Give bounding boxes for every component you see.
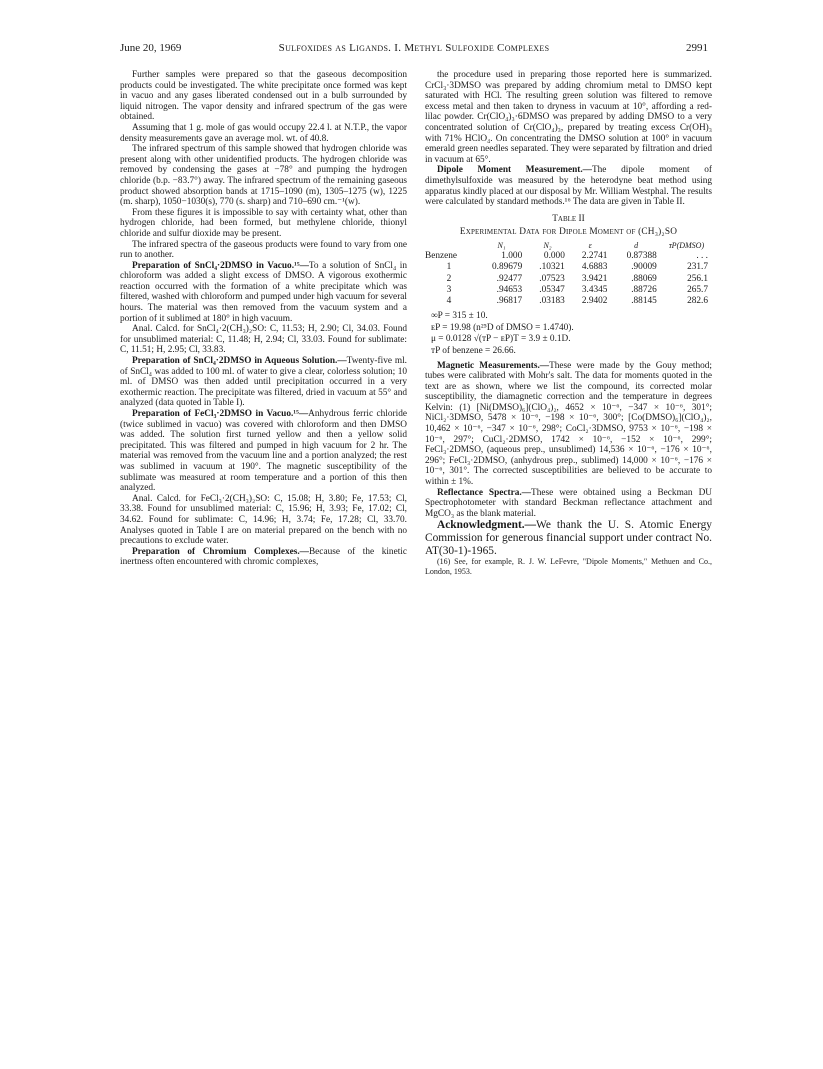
table-cell: .90009 bbox=[631, 262, 657, 273]
table-cell: 231.7 bbox=[687, 262, 708, 273]
left-column bbox=[120, 70, 407, 568]
table-cell: . . . bbox=[696, 251, 708, 262]
table-cell: .94653 bbox=[496, 284, 523, 295]
paragraph: The infrared spectra of the gaseous products were found to vary from one run to another. bbox=[120, 239, 407, 261]
paragraph-body: To a solution of SnCl₄ in chloroform was added a slight excess of DMSO. A vigorous exothermic reaction occurred with the formation of a white precipitate which was filtered, washed with chloroform and pumped under high vacuum for several hours. The material was then removed from the vacuum system and a portion of it sublimed at 180° in high vacuum. bbox=[120, 260, 407, 324]
table-cell: .88069 bbox=[631, 273, 657, 284]
paragraph bbox=[120, 409, 407, 494]
paragraph-body: These were made by the Gouy method; tubes were calibrated with Mohr's salt. The data for moments quoted in the text are as shown, where we list the compound, its corrected molar susceptibility, the diamagnetic correction and the temperature in degrees Kelvin: (1) [Ni(DMSO)₆](ClO₄)₂, 4652 × 10⁻⁶, −347 × 10⁻⁶, 301°; NiCl₂·3DMSO, 5478 × 10⁻⁶, −198 × 10⁻⁶, 300°; [Co(DMSO)₆](ClO₄)₂, 10,462 × 10⁻⁶, −347 × 10⁻⁶, 298°; CoCl₂·3DMSO, 9753 × 10⁻⁶, −198 × 10⁻⁶, 297°; CuCl₂·2DMSO, 1742 × 10⁻⁶, −152 × 10⁻⁶, 299°; FeCl₃·2DMSO, (aqueous prep., unsublimed) 14,536 × 10⁻⁶, −176 × 10⁻⁶, 296°; FeCl₃·2DMSO, (anhydrous prep., sublimed) 14,000 × 10⁻⁶, −176 × 10⁻⁶, 301°. The corrected susceptibilities are believed to be accurate to within ± 1%. bbox=[425, 360, 712, 488]
table-row bbox=[425, 251, 712, 262]
paragraph bbox=[120, 356, 407, 409]
table-header: ε bbox=[588, 240, 592, 250]
table-cell: Benzene bbox=[425, 251, 458, 262]
paragraph bbox=[425, 165, 712, 207]
equation: ᴇP = 19.98 (n²⁵D of DMSO = 1.4740). bbox=[431, 322, 574, 333]
table-cell: 2.9402 bbox=[581, 295, 608, 306]
table-cell: .88726 bbox=[631, 284, 657, 295]
paragraph bbox=[120, 547, 407, 568]
paragraph: The infrared spectrum of this sample showed that hydrogen chloride was present along with other unidentified products. The hydrogen chloride was removed by condensing the gases at −78° and pumping the hydrogen chloride (b.p. −83.7°) away. The infrared spectrum of the remaining gaseous product showed absorption bands at 1715–1090 (m), 1305–1275 (w), 1225 (m. sharp), 1050−1030(s), 770 (s. sharp) and 710–690 cm.⁻¹(w). bbox=[120, 144, 407, 208]
run-in-heading: Magnetic Measurements.— bbox=[437, 360, 550, 371]
equations-block bbox=[431, 311, 712, 356]
table-title: Table II bbox=[552, 213, 585, 224]
table-cell: 0.87388 bbox=[626, 251, 657, 262]
table-cell: 1.000 bbox=[501, 251, 523, 262]
table-cell: .07523 bbox=[539, 273, 565, 284]
table-cell: .10321 bbox=[539, 262, 565, 273]
analysis-paragraph: Anal. Calcd. for FeCl₃·2(CH₃)₂SO: C, 15.08; H, 3.80; Fe, 17.53; Cl, 33.38. Found for unsublimed material: C, 15.96; H, 3.93; Fe, 17.02; Cl, 34.62. Found for sublimate: C, 14.96; H, 3.74; Fe, 17.28; Cl, 33.70. Analyses quoted in Table I are on material prepared on the bench with no precautions to exclude water. bbox=[120, 493, 407, 547]
paragraph: Assuming that 1 g. mole of gas would occupy 22.4 l. at N.T.P., the vapor density measurements gave an average mol. wt. of 40.8. bbox=[120, 122, 407, 144]
paragraph-body: Anhydrous ferric chloride (twice sublimed in vacuo) was covered with chloroform and then DMSO was added. The solution first turned yellow and then a yellow solid precipitated. This was filtered and pumped in high vacuum for 2 hr. The material was removed from the vacuum line and a portion analyzed; the rest was sublimed in vacuum at 190°. The magnetic susceptibility of the sublimate was measured at room temperature and a portion of this then analyzed. bbox=[120, 409, 407, 494]
table-row bbox=[425, 296, 712, 307]
footnote: (16) See, for example, R. J. W. LeFevre, "Dipole Moments," Methuen and Co., London, 1953. bbox=[425, 557, 712, 576]
page-header bbox=[120, 42, 708, 58]
table-header bbox=[425, 240, 477, 251]
table-header: ᴛP(DMSO) bbox=[668, 240, 705, 250]
table-cell: 0.89679 bbox=[492, 262, 523, 273]
table-cell: 4.6883 bbox=[581, 262, 608, 273]
paragraph bbox=[120, 261, 407, 325]
table-cell: 1 bbox=[446, 262, 452, 273]
header-date: June 20, 1969 bbox=[120, 42, 182, 54]
table-cell: 4 bbox=[446, 295, 452, 306]
table-cell: 3.9421 bbox=[581, 273, 608, 284]
table-caption: Experimental Data for Dipole Moment of (CH₃)₂SO bbox=[459, 227, 678, 238]
table-cell: 2.2741 bbox=[581, 251, 608, 262]
table-header: d bbox=[634, 240, 639, 250]
table-header-row bbox=[425, 240, 712, 251]
paragraph: the procedure used in preparing those reported here is summarized. CrCl₃·3DMSO was prepared by adding chromium metal to DMSO kept saturated with HCl. The resulting green solution was filtered to remove excess metal and then taken to dryness in vacuum at 10°, affording a red-lilac powder. Cr(ClO₄)₃·6DMSO was prepared by adding DMSO to a very concentrated solution of Cr(ClO₄)₃, prepared by treating excess Cr(OH)₃ with 71% HClO₄. On concentrating the DMSO solution at 100° in vacuum emerald green needles separated. They were separated by filtration and dried in vacuum at 65°. bbox=[425, 70, 712, 165]
acknowledgment bbox=[425, 519, 712, 557]
equation: μ = 0.0128 √(ᴛP − ᴇP)T = 3.9 ± 0.1D. bbox=[431, 334, 571, 345]
paragraph: Further samples were prepared so that the gaseous decomposition products could be investigated. The white precipitate once formed was kept in vacuo and any gases liberated condensed out in a bulb surrounded by liquid nitrogen. The vapor density and infrared spectrum of the gas were obtained. bbox=[120, 70, 407, 123]
run-in-heading: Preparation of Chromium Complexes.— bbox=[132, 546, 309, 557]
run-in-heading: Preparation of SnCl₄·2DMSO in Aqueous Solution.— bbox=[132, 356, 347, 367]
table-cell: 3.4345 bbox=[581, 284, 608, 295]
run-in-heading: Reflectance Spectra.— bbox=[437, 487, 532, 498]
table-header: N₁ bbox=[497, 240, 506, 250]
table-cell: 0.000 bbox=[543, 251, 565, 262]
header-running-title: Sulfoxides as Ligands. I. Methyl Sulfoxide Complexes bbox=[278, 42, 550, 54]
header-page-number: 2991 bbox=[686, 42, 708, 54]
table-cell: .03183 bbox=[539, 295, 565, 306]
equation: ∞P = 315 ± 10. bbox=[431, 311, 488, 322]
right-column bbox=[425, 70, 712, 576]
dipole-data-table bbox=[425, 240, 712, 307]
paragraph bbox=[425, 361, 712, 488]
table-cell: 2 bbox=[446, 273, 452, 284]
run-in-heading: Acknowledgment.— bbox=[437, 519, 537, 532]
run-in-heading: Preparation of FeCl₃·2DMSO in Vacuo.¹⁵— bbox=[132, 409, 309, 419]
table-row bbox=[425, 285, 712, 296]
paragraph-body: The dipole moment of dimethylsulfoxide was measured by the heterodyne beat method using apparatus kindly placed at our disposal by Mr. William Westphal. The results were calculated by standard methods.¹⁶ The data are given in Table II. bbox=[425, 165, 712, 208]
table-row bbox=[425, 262, 712, 273]
run-in-heading: Preparation of SnCl₄·2DMSO in Vacuo.¹⁵— bbox=[132, 260, 309, 271]
table-cell: .92477 bbox=[496, 273, 523, 284]
run-in-heading: Dipole Moment Measurement.— bbox=[437, 165, 592, 176]
table-cell: .05347 bbox=[539, 284, 565, 295]
paragraph-body: These were obtained using a Beckman DU Spectrophotometer with standard Beckman reflectance attachment and MgCO₃ as the blank material. bbox=[425, 487, 712, 519]
paragraph-body: Because of the kinetic inertness often encountered with chromic complexes, bbox=[120, 546, 407, 568]
table-cell: 265.7 bbox=[687, 284, 708, 295]
analysis-paragraph: Anal. Calcd. for SnCl₄·2(CH₃)₂SO: C, 11.53; H, 2.90; Cl, 34.03. Found for unsublimed material: C, 11.48; H, 2.94; Cl, 33.03. Found for sublimate: C, 11.51; H, 2.95; Cl, 33.83. bbox=[120, 324, 407, 356]
paragraph bbox=[425, 488, 712, 520]
paragraph-body: Twenty-five ml. of SnCl₄ was added to 100 ml. of water to give a clear, colorless solution; 10 ml. of DMSO was then added until precipitation occurred in a very exothermic reaction. The precipitate was filtered, dried in vacuum at 55° and analyzed (data quoted in Table I). bbox=[120, 356, 407, 409]
table-cell: 282.6 bbox=[687, 295, 708, 306]
paragraph-body: We thank the U. S. Atomic Energy Commission for generous financial support under contract No. AT(30-1)-1965. bbox=[425, 519, 712, 557]
paragraph: From these figures it is impossible to say with certainty what, other than hydrogen chloride, had been formed, but methylene chloride, thionyl chloride and sulfur dioxide may be present. bbox=[120, 207, 407, 239]
table-cell: .88145 bbox=[631, 295, 657, 306]
table-header: N₂ bbox=[543, 240, 552, 250]
table-row bbox=[425, 274, 712, 285]
table-cell: 256.1 bbox=[687, 273, 708, 284]
equation: ᴛP of benzene = 26.66. bbox=[431, 345, 516, 356]
table-cell: 3 bbox=[446, 284, 452, 295]
table-cell: .96817 bbox=[496, 295, 523, 306]
